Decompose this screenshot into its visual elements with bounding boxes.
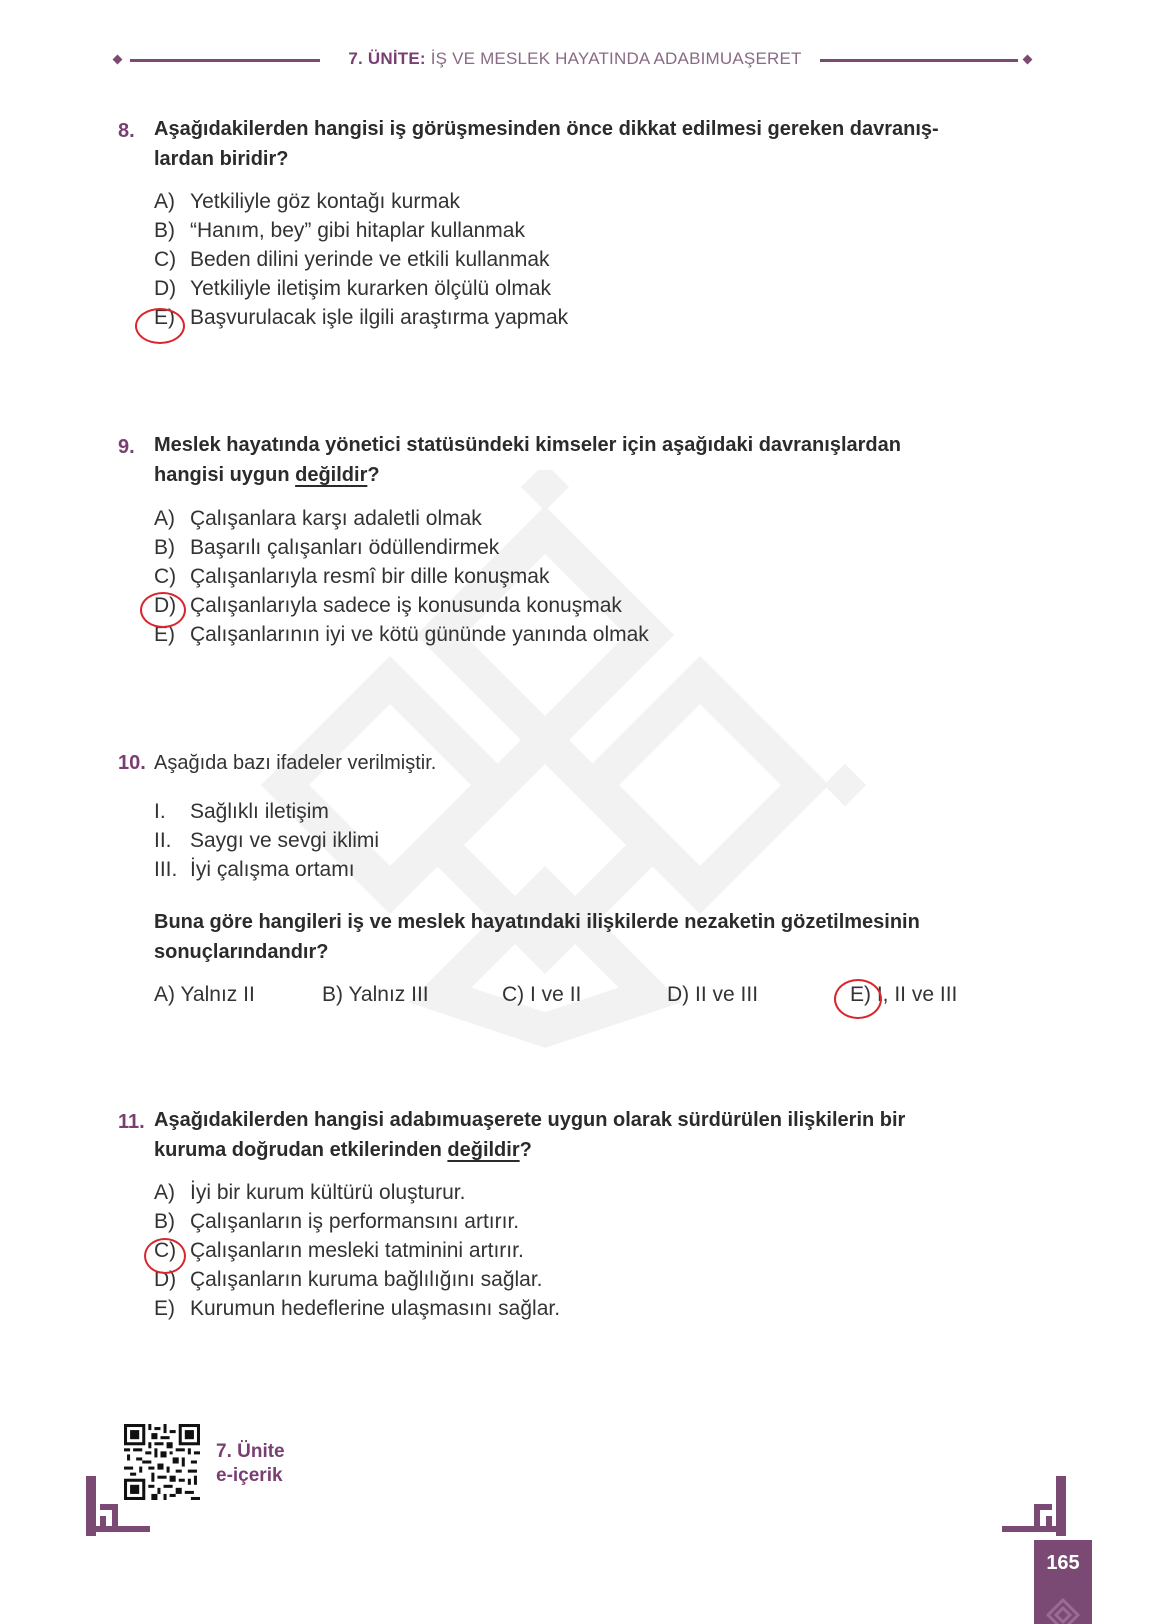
question-11-answer-circle — [144, 1238, 186, 1274]
question-9-option-b[interactable]: B) Başarılı çalışanları ödüllendirmek — [154, 536, 500, 559]
question-8-option-b[interactable]: B) “Hanım, bey” gibi hitaplar kullanmak — [154, 219, 525, 242]
question-10-answer-circle — [834, 979, 882, 1019]
question-9-number: 9. — [118, 436, 135, 458]
question-10-option-b[interactable]: B) Yalnız III — [322, 983, 429, 1006]
question-10-option-d[interactable]: D) II ve III — [667, 983, 759, 1006]
question-11-option-d[interactable]: D) Çalışanların kuruma bağlılığını sağlar. — [154, 1268, 543, 1291]
question-9-option-c[interactable]: C) Çalışanlarıyla resmî bir dille konuşmak — [154, 565, 550, 588]
question-8-text: Aşağıdakilerden hangisi iş görüşmesinden önce dikkat edilmesi gereken davranış- lardan biridir? — [154, 118, 939, 170]
question-9-negation: değildir — [295, 464, 368, 486]
header-left-rule — [130, 59, 320, 62]
header-unit-title: İŞ VE MESLEK HAYATINDA ADABIMUAŞERET — [430, 49, 802, 68]
header-title — [330, 49, 820, 69]
left-corner-ornament — [86, 1476, 150, 1536]
footer-econtent-label[interactable]: 7. Ünite e-içerik — [216, 1441, 285, 1486]
question-8-option-d[interactable]: D) Yetkiliyle iletişim kurarken ölçülü olmak — [154, 277, 552, 300]
page-box-ornament — [1038, 1596, 1088, 1624]
question-9-answer-circle — [140, 592, 186, 628]
question-8-option-c[interactable]: C) Beden dilini yerinde ve etkili kullanmak — [154, 248, 550, 271]
question-10-option-e[interactable]: E) I, II ve III — [850, 983, 958, 1006]
question-8-number: 8. — [118, 120, 135, 142]
question-10-statement-3: III. İyi çalışma ortamı — [154, 858, 355, 881]
question-10-text: Buna göre hangileri iş ve meslek hayatındaki ilişkilerde nezaketin gözetilmesinin sonuçlarındandır? — [154, 911, 920, 963]
question-9-option-d[interactable]: D) Çalışanlarıyla sadece iş konusunda konuşmak — [154, 594, 622, 617]
question-11-number: 11. — [118, 1111, 145, 1133]
right-corner-ornament — [1002, 1476, 1066, 1536]
question-10-option-a[interactable]: A) Yalnız II — [154, 983, 255, 1006]
header-unit-label: 7. ÜNİTE: — [348, 49, 426, 68]
header-right-rule — [820, 59, 1018, 62]
question-9-text: Meslek hayatında yönetici statüsündeki kimseler için aşağıdaki davranışlardan hangisi uygun değildir? — [154, 434, 901, 486]
question-8-answer-circle — [135, 308, 185, 344]
question-11-option-e[interactable]: E) Kurumun hedeflerine ulaşmasını sağlar. — [154, 1297, 561, 1320]
header-right-diamond — [1023, 55, 1033, 65]
question-8-option-e[interactable]: E) Başvurulacak işle ilgili araştırma yapmak — [154, 306, 569, 329]
question-10-statement-2: II. Saygı ve sevgi iklimi — [154, 829, 380, 852]
page-number-box — [1034, 1540, 1092, 1624]
question-11-option-a[interactable]: A) İyi bir kurum kültürü oluşturur. — [154, 1181, 466, 1204]
question-10-number: 10. — [118, 752, 146, 774]
question-9-option-e[interactable]: E) Çalışanlarının iyi ve kötü gününde yanında olmak — [154, 623, 649, 646]
question-10-option-c[interactable]: C) I ve II — [502, 983, 582, 1006]
question-11-option-b[interactable]: B) Çalışanların iş performansını artırır. — [154, 1210, 520, 1233]
question-8-option-a[interactable]: A) Yetkiliyle göz kontağı kurmak — [154, 190, 461, 213]
header-left-diamond — [113, 55, 123, 65]
question-10-statement-1: I. Sağlıklı iletişim — [154, 800, 329, 823]
question-10-intro: Aşağıda bazı ifadeler verilmiştir. — [154, 752, 437, 774]
page-number: 165 — [1046, 1552, 1080, 1574]
question-9-option-a[interactable]: A) Çalışanlara karşı adaletli olmak — [154, 507, 482, 530]
question-11-option-c[interactable]: C) Çalışanların mesleki tatminini artırır. — [154, 1239, 524, 1262]
question-11-text: Aşağıdakilerden hangisi adabımuaşerete uygun olarak sürdürülen ilişkilerin bir kuruma doğrudan etkilerinden değildir? — [154, 1109, 906, 1161]
question-11-negation: değildir — [447, 1139, 520, 1161]
